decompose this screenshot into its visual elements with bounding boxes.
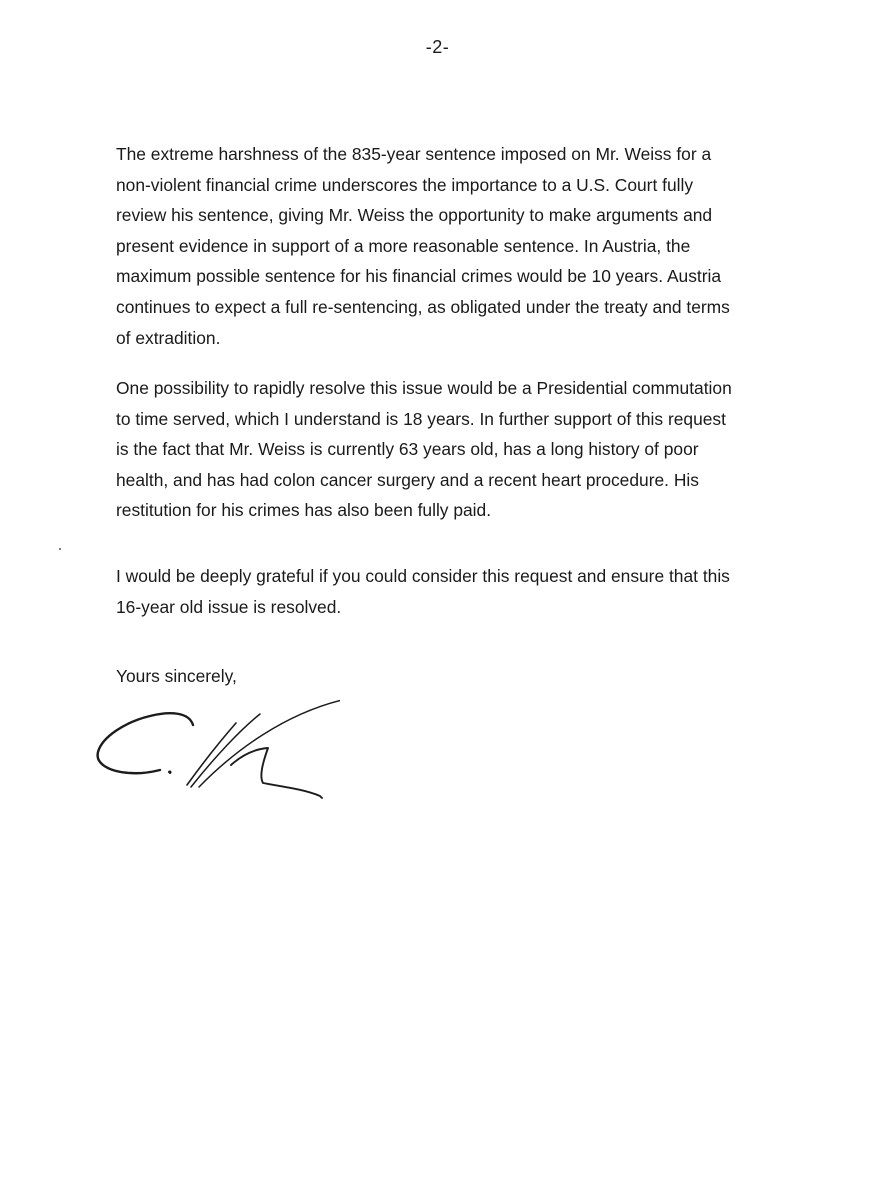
paragraph-sentence-review — [116, 139, 756, 353]
closing-salutation: Yours sincerely, — [116, 666, 237, 686]
paragraph-line: The extreme harshness of the 835-year sentence imposed on Mr. Weiss for a — [116, 144, 712, 164]
signature-stroke — [231, 748, 322, 798]
page-number: -2- — [425, 37, 450, 57]
paragraph-commutation-request — [116, 373, 756, 526]
paragraph-line: review his sentence, giving Mr. Weiss the opportunity to make arguments and — [116, 205, 713, 226]
paragraph-line: present evidence in support of a more reasonable sentence. In Austria, the — [116, 235, 691, 256]
paragraph-line: I would be deeply grateful if you could consider this request and ensure that this — [116, 566, 730, 586]
paragraph-line: of extradition. — [116, 327, 221, 348]
paragraph-line: 16-year old issue is resolved. — [116, 596, 342, 617]
paragraph-line: health, and has had colon cancer surgery and a recent heart procedure. His — [116, 469, 699, 490]
paragraph-line: One possibility to rapidly resolve this issue would be a Presidential commutation — [116, 378, 732, 398]
paragraph-line: maximum possible sentence for his financial crimes would be 10 years. Austria — [116, 266, 722, 287]
signature-stroke — [191, 714, 260, 787]
paragraph-line: restitution for his crimes has also been fully paid. — [116, 500, 492, 521]
paragraph-gratitude — [116, 561, 756, 622]
signature-stroke — [169, 772, 170, 773]
signature-stroke — [199, 700, 340, 787]
stray-mark — [59, 548, 61, 550]
paragraph-line: continues to expect a full re-sentencing, as obligated under the treaty and terms — [116, 296, 730, 317]
paragraph-line: to time served, which I understand is 18 years. In further support of this request — [116, 408, 726, 429]
signature-stroke — [98, 713, 193, 773]
handwritten-signature — [90, 692, 340, 812]
paragraph-line: non-violent financial crime underscores the importance to a U.S. Court fully — [116, 174, 694, 195]
paragraph-line: is the fact that Mr. Weiss is currently 63 years old, has a long history of poor — [116, 439, 699, 460]
